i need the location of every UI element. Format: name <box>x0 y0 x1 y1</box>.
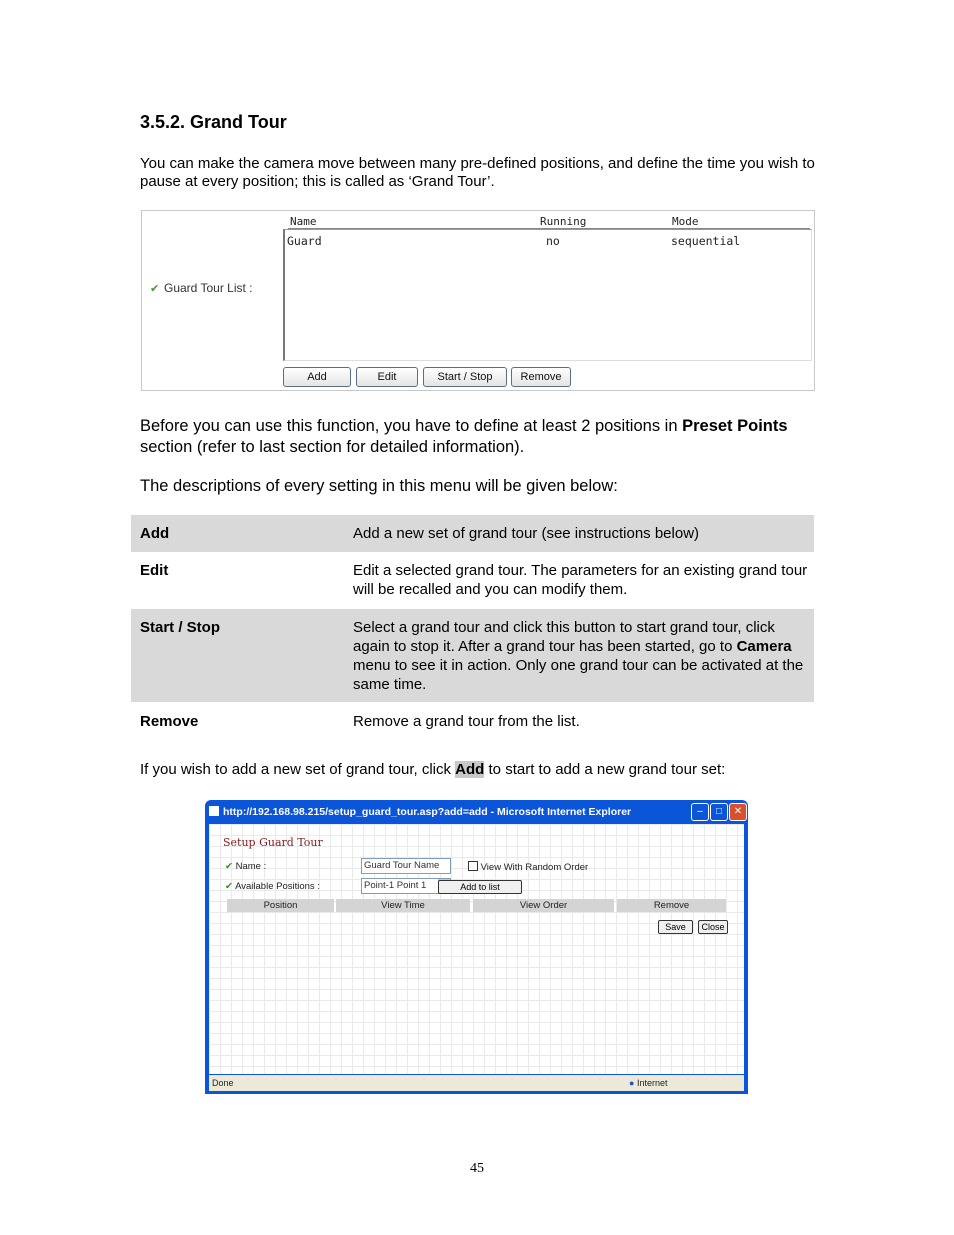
add-instruction-paragraph: If you wish to add a new set of grand tour, click Add to start to add a new grand tour set: <box>140 761 726 778</box>
descriptions-paragraph: The descriptions of every setting in this menu will be given below: <box>140 477 618 495</box>
column-view-time: View Time <box>336 899 470 912</box>
positions-select[interactable]: Point-1 Point 1 <box>361 878 451 894</box>
globe-icon: ● <box>629 1078 635 1088</box>
ie-window-screenshot <box>205 800 748 1094</box>
column-running: Running <box>540 215 587 228</box>
random-order-option[interactable]: View With Random Order <box>468 861 588 873</box>
minimize-icon[interactable]: – <box>691 803 709 821</box>
name-input[interactable]: Guard Tour Name <box>361 858 451 874</box>
guard-tour-listbox[interactable] <box>283 229 812 361</box>
browser-content <box>209 824 744 1074</box>
column-position: Position <box>227 899 334 912</box>
form-title: Setup Guard Tour <box>223 836 323 849</box>
preset-points-paragraph: Before you can use this function, you have to define at least 2 positions in Preset Points section (refer to last section for detailed information). <box>140 417 788 456</box>
page-icon <box>209 806 219 816</box>
edit-button[interactable]: Edit <box>356 367 418 387</box>
add-to-list-button[interactable]: Add to list <box>438 880 522 894</box>
guard-tour-list-label: ✔ Guard Tour List : <box>150 281 253 295</box>
intro-paragraph: You can make the camera move between many pre-defined positions, and define the time you wish to pause at every position; this is called as ‘Grand Tour’. <box>140 155 815 190</box>
save-button[interactable]: Save <box>658 920 693 934</box>
table-row: Add Add a new set of grand tour (see instructions below) <box>131 515 814 552</box>
table-row: Edit Edit a selected grand tour. The parameters for an existing grand tour will be recalled and you can modify them. <box>140 562 808 598</box>
section-heading: 3.5.2. Grand Tour <box>140 112 287 132</box>
check-icon: ✔ <box>225 881 233 892</box>
window-title: http://192.168.98.215/setup_guard_tour.asp?add=add - Microsoft Internet Explorer <box>209 803 639 821</box>
remove-button[interactable]: Remove <box>511 367 571 387</box>
check-icon: ✔ <box>150 283 160 295</box>
maximize-icon[interactable]: □ <box>710 803 728 821</box>
page-number: 45 <box>470 1161 484 1176</box>
column-name: Name <box>290 215 317 228</box>
positions-label: ✔ Available Positions : <box>225 881 320 892</box>
guard-tour-list-screenshot <box>141 210 815 391</box>
list-header <box>288 215 810 229</box>
column-view-order: View Order <box>473 899 614 912</box>
status-done: Done <box>212 1078 234 1088</box>
close-icon[interactable]: ✕ <box>729 803 747 821</box>
close-button[interactable]: Close <box>698 920 728 934</box>
start-stop-button[interactable]: Start / Stop <box>423 367 507 387</box>
add-button[interactable]: Add <box>283 367 351 387</box>
column-mode: Mode <box>672 215 699 228</box>
name-label: ✔ Name : <box>225 861 267 872</box>
column-remove: Remove <box>617 899 726 912</box>
status-bar <box>209 1075 744 1091</box>
check-icon: ✔ <box>225 861 233 872</box>
checkbox[interactable] <box>468 861 478 871</box>
list-item[interactable]: Guard no sequential <box>287 234 741 248</box>
table-row: Start / Stop Select a grand tour and click this button to start grand tour, click again to stop it. After a grand tour has been started, go to Camera menu to see it in action. Only one grand tour can be activated at the same time. <box>131 609 814 702</box>
status-zone: ● Internet <box>629 1078 668 1088</box>
table-row: Remove Remove a grand tour from the list. <box>140 713 580 730</box>
